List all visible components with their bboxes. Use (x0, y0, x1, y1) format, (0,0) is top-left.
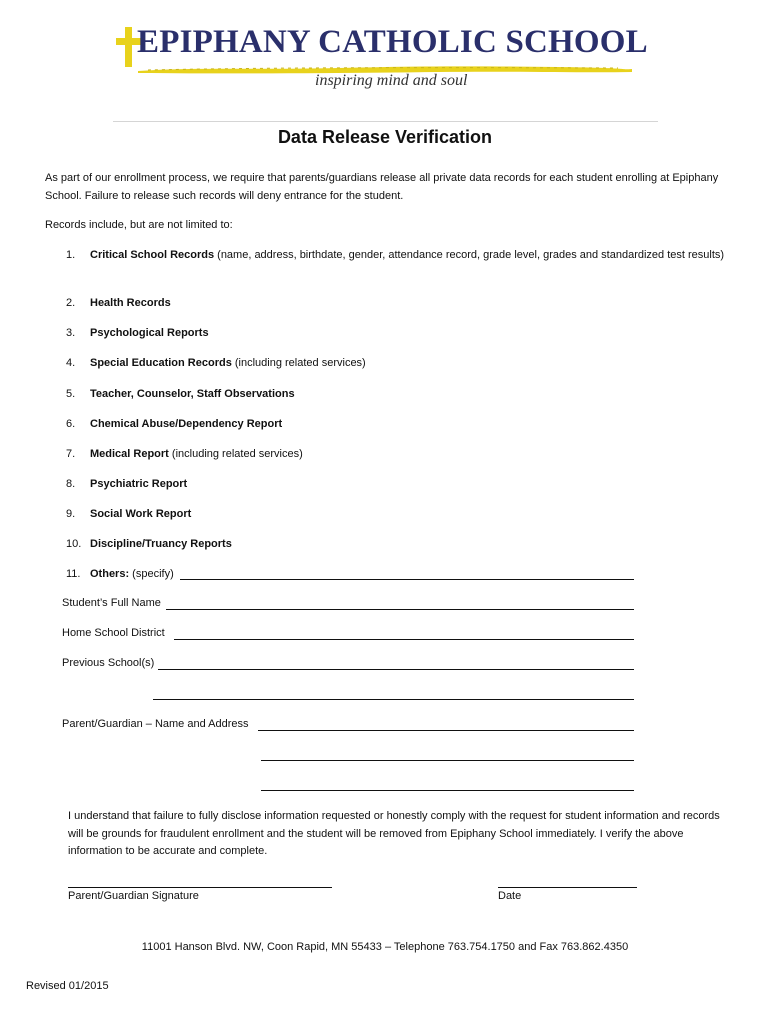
record-text (90, 355, 726, 373)
record-number: 3. (66, 327, 76, 339)
record-number: 11. (66, 568, 81, 580)
date-label: Date (498, 890, 522, 902)
record-number: 2. (66, 297, 76, 309)
record-title: Special Education Records (90, 357, 232, 369)
parent-address-field-3[interactable] (261, 790, 634, 791)
home-district-label: Home School District (62, 627, 165, 639)
record-text (90, 325, 726, 343)
school-tagline: inspiring mind and soul (315, 72, 468, 89)
agreement-paragraph: I understand that failure to fully disclose information requested or honestly comply with the request for student information and records will be grounds for fraudulent enrollment and the student will be removed from Epiphany School immediately. I verify the above information to be accurate and complete. (68, 810, 720, 857)
record-text (90, 476, 726, 494)
previous-school-label: Previous School(s) (62, 657, 155, 669)
record-number: 10. (66, 538, 82, 550)
intro-paragraph: As part of our enrollment process, we require that parents/guardians release all private data records for each student enrolling at Epiphany School. Failure to release such records will deny entrance for the student. (45, 172, 719, 202)
record-title: Health Records (90, 297, 171, 309)
record-title: Chemical Abuse/Dependency Report (90, 418, 283, 430)
record-text (90, 416, 726, 434)
record-title: Others: (90, 568, 130, 580)
record-number: 8. (66, 478, 76, 490)
record-title: Psychological Reports (90, 327, 209, 339)
school-name-logo: EPIPHANY CATHOLIC SCHOOL (137, 24, 648, 60)
record-title: Psychiatric Report (90, 478, 188, 490)
others-specify-line[interactable] (180, 579, 634, 580)
record-text (90, 566, 726, 584)
parent-name-address-label: Parent/Guardian – Name and Address (62, 718, 249, 730)
parent-address-field-2[interactable] (261, 760, 634, 761)
date-field[interactable] (498, 887, 637, 888)
header-divider (113, 121, 658, 122)
record-description: (including related services) (231, 357, 366, 369)
record-text (90, 536, 726, 554)
record-description: (specify) (129, 568, 174, 580)
record-text (90, 506, 726, 524)
signature-field[interactable] (68, 887, 332, 888)
record-title: Medical Report (90, 448, 169, 460)
record-number: 4. (66, 357, 76, 369)
previous-school-field[interactable] (158, 669, 634, 670)
record-title: Discipline/Truancy Reports (90, 538, 232, 550)
record-text (90, 446, 726, 464)
record-text (90, 247, 726, 265)
record-text (90, 386, 726, 404)
parent-name-address-field[interactable] (258, 730, 634, 731)
revised-date: Revised 01/2015 (26, 980, 109, 992)
record-title: Teacher, Counselor, Staff Observations (90, 388, 295, 400)
record-number: 6. (66, 418, 76, 430)
record-title: Critical School Records (90, 249, 215, 261)
student-name-field[interactable] (166, 609, 634, 610)
record-title: Social Work Report (90, 508, 192, 520)
records-intro: Records include, but are not limited to: (45, 219, 233, 231)
school-address-footer: 11001 Hanson Blvd. NW, Coon Rapid, MN 55433 – Telephone 763.754.1750 and Fax 763.862.4350 (141, 941, 629, 953)
document-title: Data Release Verification (277, 127, 493, 147)
record-text (90, 295, 726, 313)
record-number: 7. (66, 448, 76, 460)
signature-label: Parent/Guardian Signature (68, 890, 199, 902)
record-number: 1. (66, 249, 76, 261)
student-name-label: Student’s Full Name (62, 597, 161, 609)
record-number: 9. (66, 508, 76, 520)
record-number: 5. (66, 388, 76, 400)
home-district-field[interactable] (174, 639, 634, 640)
previous-school-field-2[interactable] (153, 699, 634, 700)
record-description: (name, address, birthdate, gender, attendance record, grade level, grades and standardized test results) (214, 249, 725, 261)
record-description: (including related services) (168, 448, 303, 460)
